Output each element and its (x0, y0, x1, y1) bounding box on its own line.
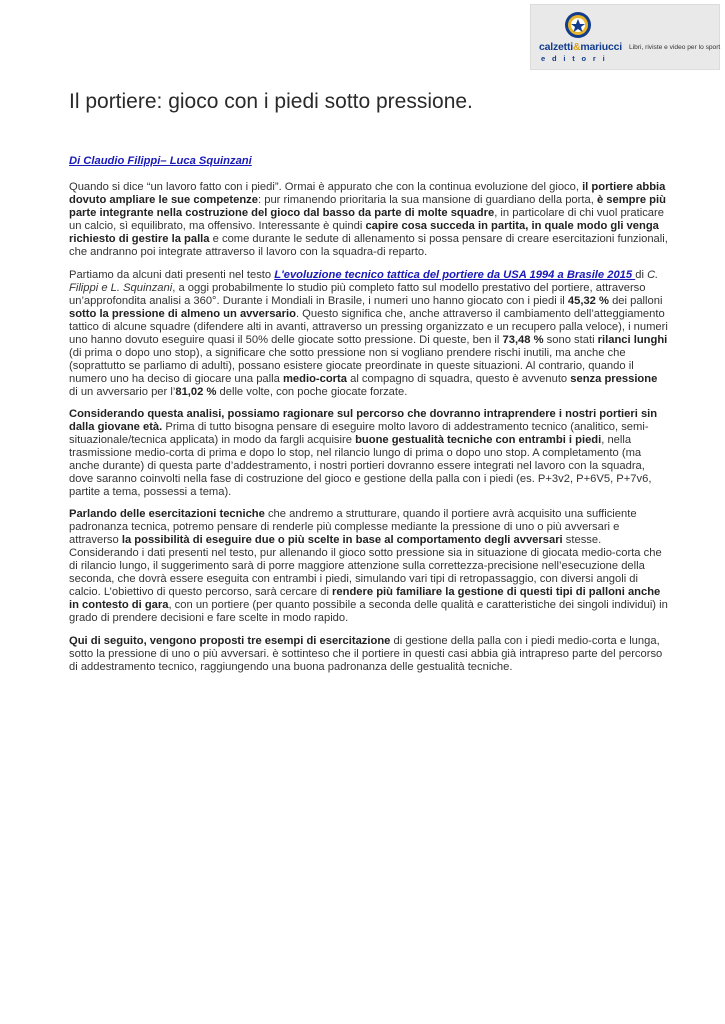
text-line: di un avversario per l’81,02 % delle volte, con poche giocate forzate. (69, 386, 408, 398)
text-line: (di prima o dopo uno stop), a significare che sotto pressione non si vogliano prendere rischi inutili, ma anche che (69, 347, 626, 359)
publisher-logo (530, 4, 720, 70)
text-line: Quando si dice “un lavoro fatto con i piedi”. Ormai è appurato che con la continua evoluzione del gioco, il portiere abbia (69, 181, 666, 193)
text-line: in contesto di gara, con un portiere (per quanto possibile a seconda delle qualità e caratteristiche dei singoli individui) in (69, 599, 668, 611)
text-line: Parlando delle esercitazioni tecniche che andremo a strutturare, quando il portiere avrà acquisito una sufficiente (69, 508, 637, 520)
text-line: di rilancio lungo, il suggerimento sarà di porre maggiore attenzione sulla correttezza-precisione nell’esecuzione della (69, 560, 645, 572)
text-line: richiesto di gestire la palla e come durante le sedute di allenamento si possa pensare di creare esercitazioni funzionali, (69, 233, 668, 245)
publisher-tagline: Libri, riviste e video per lo sport (629, 44, 721, 51)
text-line: Considerando questa analisi, possiamo ragionare sul percorso che dovranno intraprendere i nostri portieri sin (69, 408, 658, 420)
publisher-logo-sub: editori (541, 54, 612, 63)
text-line: (soprattutto se parliamo di adulti), possano esistere giocate preordinate in queste situazioni. Al contrario, quando il (69, 360, 634, 372)
text-line: un’approfondita analisi a 360°. Durante i Mondiali in Brasile, i numeri uno hanno giocato con i piedi il 45,32 % dei palloni (69, 295, 663, 307)
text-line: Qui di seguito, vengono proposti tre esempi di esercitazione di gestione della palla con i piedi medio-corta e lunga, (69, 635, 660, 647)
publisher-logo-name: calzetti&mariucci (539, 41, 622, 53)
text-line: dalla giovane età. Prima di tutto bisogna pensare di eseguire molto lavoro di addestramento tecnico (analitico, semi- (69, 421, 649, 433)
text-line: anche durante) di questa parte d’addestramento, i nostri portieri dovranno essere integrati nel lavoro con la squadra, (69, 460, 645, 472)
text-line: un calcio, sì equilibrato, ma offensivo. Interessante è quindi capire cosa succeda in partita, in quale modo gli venga (69, 220, 659, 232)
paragraph-intro (69, 181, 668, 259)
publisher-emblem-icon (564, 11, 592, 39)
text-line: dove saranno coinvolti nella fase di costruzione del gioco e gestione della palla con i piedi (es. P+3v2, P+6V5, P+7v6, (69, 473, 652, 485)
text-line: dovuto ampliare le sue competenze: pur rimanendo prioritaria la sua mansione di guardiano della porta, è sempre più (69, 194, 666, 206)
text-line: sotto la pressione di uno o più avversari. è sottinteso che il portiere in questi casi abbia già intrapreso parte del percorso (69, 648, 663, 660)
paragraph-analysis (69, 408, 664, 499)
text-line: di addestramento tecnico, raggiungendo una buona padronanza delle gestualità tecniche. (69, 661, 513, 673)
page-title: Il portiere: gioco con i piedi sotto pressione. (69, 90, 473, 113)
text-line: Filippi e L. Squinzani, a oggi probabilmente lo studio più completo fatto sul modello prestativo del portiere, attraverso (69, 282, 646, 294)
book-title-link[interactable]: L'evoluzione tecnico tattica del portiere da USA 1994 a Brasile 2015 (274, 269, 636, 281)
text-line: trasmissione medio-corta di prima e dopo lo stop, nel rilancio lungo di prima o dopo uno stop. A completamento (ma (69, 447, 642, 459)
text-line: parte integrante nella costruzione del gioco dal basso da parte di molte squadre, in particolare di chi vuol praticare (69, 207, 664, 219)
text-line: seconda, che dovrà essere eseguita con entrambi i piedi, simulando vari tipi di retropassaggio, con diversi angoli di (69, 573, 639, 585)
text-line: grado di prendere decisioni e fare scelte in modo rapido. (69, 612, 349, 624)
paragraph-examples (69, 635, 664, 674)
text-line: che andranno poi integrate attraverso il lavoro con la squadra-di reparto. (69, 246, 428, 258)
text-line: numero uno ha deciso di giocare una palla medio-corta al compagno di squadra, questo è avvenuto senza pressione (69, 373, 658, 385)
text-line: attraverso la possibilità di eseguire due o più scelte in base al comportamento degli avversari stesse. (69, 534, 602, 546)
text-line: Partiamo da alcuni dati presenti nel testo L'evoluzione tecnico tattica del portiere da USA 1994 a Brasile 2015 di C. (69, 269, 659, 281)
text-line: situazionale/tecnica applicata) in modo da fargli acquisire buone gestualità tecniche con entrambi i piedi, nella (69, 434, 632, 446)
text-line: sotto la pressione di almeno un avversario. Questo significa che, anche attraverso il cambiamento dell’atteggiamento (69, 308, 665, 320)
text-line: tattico di alcune squadre (difendere alti in avanti, attraverso un pressing organizzato e un recupero palla veloce), i numeri (69, 321, 668, 333)
text-line: Considerando i dati presenti nel testo, pur allenando il gioco sotto pressione sia in situazione di giocata medio-corta che (69, 547, 662, 559)
text-line: padronanza tecnica, potremo pensare di renderle più complesse mediante la pressione di uno o più avversari e (69, 521, 620, 533)
authors-link[interactable]: Di Claudio Filippi– Luca Squinzani (69, 155, 252, 167)
text-line: uno hanno dovuto eseguire quasi il 50% delle giocate sotto pressione. Di queste, ben il 73,48 % sono stati rilanci lunghi (69, 334, 668, 346)
paragraph-data (69, 269, 668, 399)
text-line: partite a tema, possessi a tema). (69, 486, 232, 498)
text-line: calcio. L’obiettivo di questo percorso, sarà cercare di rendere più familiare la gestione di questi tipi di palloni anche (69, 586, 661, 598)
paragraph-exercises (69, 508, 668, 625)
